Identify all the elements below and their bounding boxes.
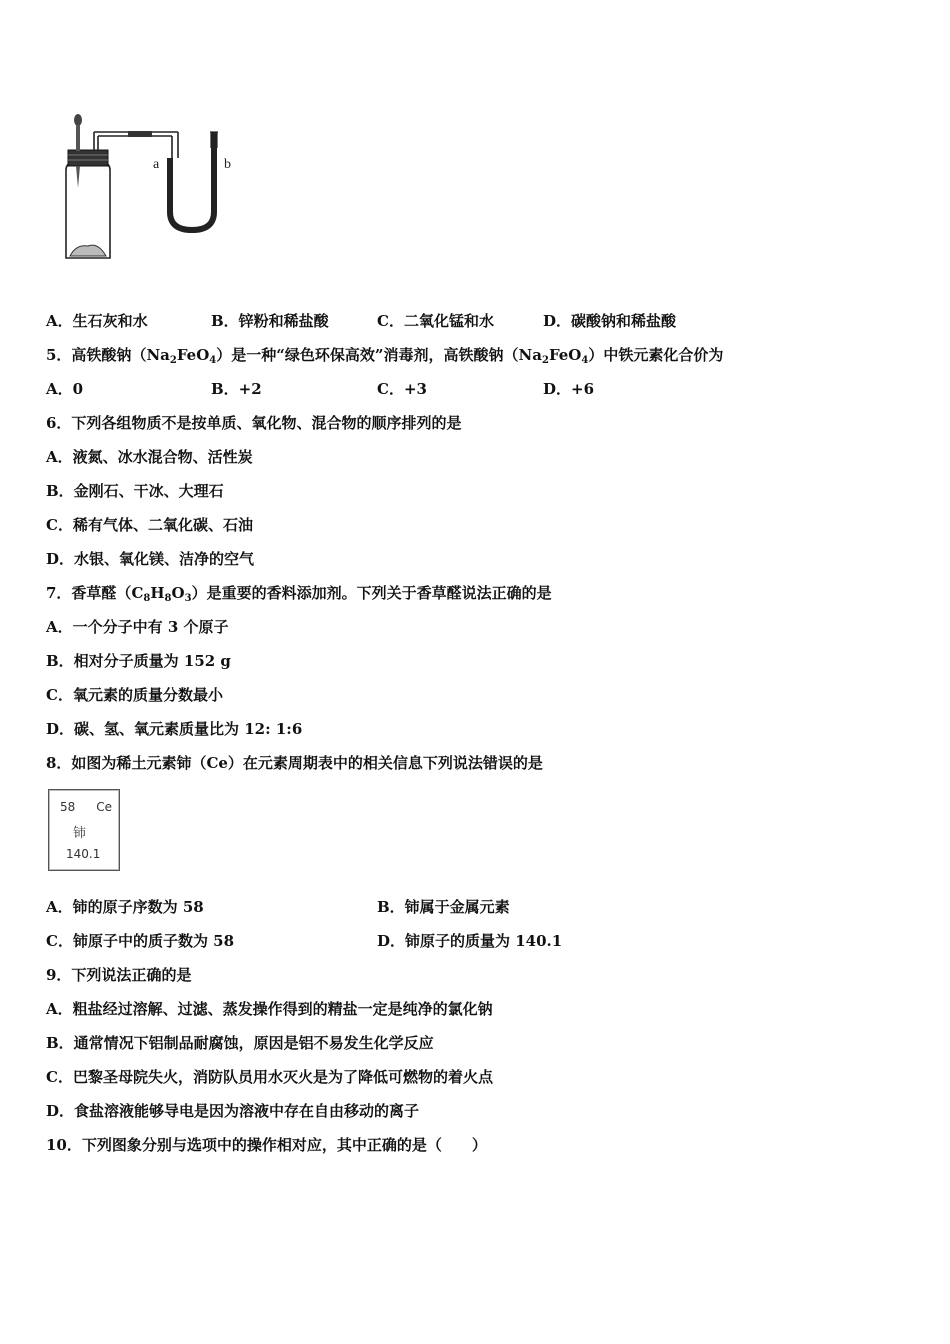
q5-option-a[interactable]: A．0 bbox=[46, 380, 84, 398]
q5-option-c[interactable]: C．+3 bbox=[377, 380, 427, 398]
q8-option-a[interactable]: A．铈的原子序数为 58 bbox=[46, 898, 204, 916]
q9-option-b[interactable]: B．通常情况下铝制品耐腐蚀，原因是铝不易发生化学反应 bbox=[46, 1034, 434, 1052]
rubber-stopper bbox=[68, 150, 108, 166]
q8-stem: 8．如图为稀土元素铈（Ce）在元素周期表中的相关信息下列说法错误的是 bbox=[46, 754, 543, 772]
bottle bbox=[66, 170, 110, 258]
q7-option-b[interactable]: B．相对分子质量为 152 g bbox=[46, 652, 231, 670]
q8-option-b[interactable]: B．铈属于金属元素 bbox=[377, 898, 510, 916]
q8-option-d[interactable]: D．铈原子的质量为 140.1 bbox=[377, 932, 563, 950]
dropper-bulb bbox=[74, 114, 82, 126]
q9-option-c[interactable]: C．巴黎圣母院失火，消防队员用水灭火是为了降低可燃物的着火点 bbox=[46, 1068, 493, 1086]
q4-option-b[interactable]: B．锌粉和稀盐酸 bbox=[211, 312, 329, 330]
solid-sample bbox=[70, 245, 106, 256]
label-b: b bbox=[224, 157, 231, 172]
q7-option-d[interactable]: D．碳、氢、氧元素质量比为 12: 1:6 bbox=[46, 720, 303, 738]
u-tube bbox=[170, 132, 214, 230]
q9-option-a[interactable]: A．粗盐经过溶解、过滤、蒸发操作得到的精盐一定是纯净的氯化钠 bbox=[46, 1000, 493, 1018]
q6-option-a[interactable]: A．液氮、冰水混合物、活性炭 bbox=[46, 448, 253, 466]
q4-option-c[interactable]: C．二氧化锰和水 bbox=[377, 312, 494, 330]
q4-option-d[interactable]: D．碳酸钠和稀盐酸 bbox=[543, 312, 677, 330]
apparatus-figure bbox=[52, 108, 252, 268]
element-symbol: Ce bbox=[96, 800, 112, 814]
q9-stem: 9．下列说法正确的是 bbox=[46, 966, 192, 984]
q6-stem: 6．下列各组物质不是按单质、氧化物、混合物的顺序排列的是 bbox=[46, 414, 462, 432]
q5-option-b[interactable]: B．+2 bbox=[211, 380, 262, 398]
q8-option-c[interactable]: C．铈原子中的质子数为 58 bbox=[46, 932, 235, 950]
element-name: 铈 bbox=[73, 826, 87, 841]
element-mass: 140.1 bbox=[66, 847, 101, 861]
q7-option-c[interactable]: C．氧元素的质量分数最小 bbox=[46, 686, 223, 704]
q7-option-a[interactable]: A．一个分子中有 3 个原子 bbox=[46, 618, 229, 636]
element-number: 58 bbox=[60, 800, 76, 814]
element-card-cerium bbox=[48, 789, 120, 871]
q7-stem: 7．香草醛$(C_8H_8O_3)$是重要的香料添加剂。下列关于香草醛说法正确的是 bbox=[46, 584, 552, 604]
label-a: a bbox=[153, 157, 160, 172]
q4-option-a[interactable]: A．生石灰和水 bbox=[46, 312, 148, 330]
q6-option-b[interactable]: B．金刚石、干冰、大理石 bbox=[46, 482, 224, 500]
q9-option-d[interactable]: D．食盐溶液能够导电是因为溶液中存在自由移动的离子 bbox=[46, 1102, 420, 1120]
q5-stem: 5．高铁酸钠$(Na_2FeO_4)$是一种“绿色环保高效”消毒剂，高铁酸钠$(Na_2FeO_4)$中铁元素化合价为 bbox=[46, 346, 724, 366]
q6-option-c[interactable]: C．稀有气体、二氧化碳、石油 bbox=[46, 516, 253, 534]
q5-option-d[interactable]: D．+6 bbox=[543, 380, 595, 398]
q6-option-d[interactable]: D．水银、氧化镁、洁净的空气 bbox=[46, 550, 255, 568]
q10-stem: 10．下列图象分别与选项中的操作相对应，其中正确的是（ ） bbox=[46, 1136, 487, 1154]
